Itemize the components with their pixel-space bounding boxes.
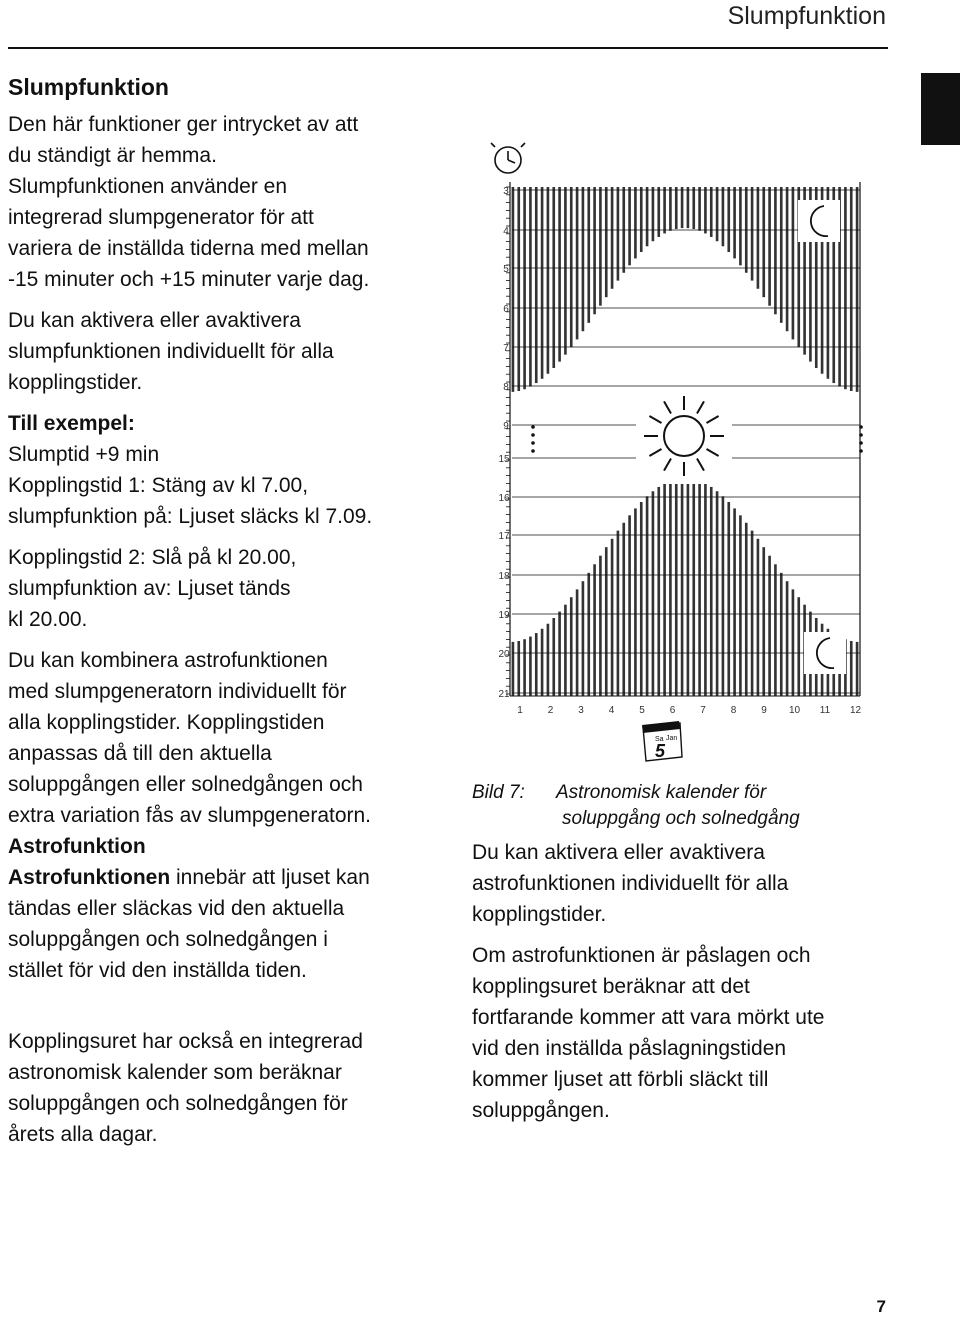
text-line: Om astrofunktionen är påslagen och <box>472 944 811 967</box>
text-line: alla kopplingstider. Kopplingstiden <box>8 711 325 734</box>
sunrise-bar <box>757 187 760 289</box>
sunset-bar <box>517 641 520 696</box>
month-label: 10 <box>788 705 801 716</box>
sunrise-bar <box>657 187 660 237</box>
sunset-bar <box>710 487 713 696</box>
sunset-bar <box>558 612 561 696</box>
text-line: kopplingsuret beräknar att det <box>472 975 750 998</box>
text-line: astronomisk kalender som beräknar <box>8 1061 342 1084</box>
text-line: kopplingstider. <box>472 903 607 926</box>
example-block <box>8 408 448 532</box>
text-line: kommer ljuset att förbli släckt till <box>472 1068 769 1091</box>
hour-label: 18 <box>498 571 510 582</box>
text-line: slumpfunktion av: Ljuset tänds <box>8 577 291 600</box>
calendar-icon <box>642 721 682 761</box>
text-line: Kopplingsuret har också en integrerad <box>8 1030 363 1053</box>
sunset-bar <box>698 481 701 696</box>
text-line: tändas eller släckas vid den aktuella <box>8 897 345 920</box>
text-line: -15 minuter och +15 minuter varje dag. <box>8 268 370 291</box>
text-line: vid den inställda påslagningstiden <box>472 1037 787 1060</box>
sunset-bar <box>850 641 853 696</box>
sunrise-bar <box>564 187 567 355</box>
month-label: 1 <box>517 705 523 716</box>
sunset-bar <box>774 564 777 696</box>
sun-icon <box>636 388 732 484</box>
sunset-bar <box>692 479 695 696</box>
sunset-bar <box>552 618 555 696</box>
sunset-bar <box>780 573 783 696</box>
month-label: 6 <box>669 705 676 716</box>
sunrise-bar <box>640 187 643 252</box>
astro-bold-term: Astrofunktionen <box>8 866 171 889</box>
sunrise-bar <box>512 187 515 392</box>
sunrise-bar <box>634 187 637 258</box>
page-number: 7 <box>876 1297 886 1316</box>
sunrise-bar <box>652 187 655 241</box>
sunset-bar <box>628 515 631 696</box>
text-line: Kopplingstid 1: Stäng av kl 7.00, <box>8 474 309 497</box>
sunset-bar <box>663 483 666 696</box>
sunset-bar <box>640 502 643 696</box>
hour-label: 15 <box>498 454 510 465</box>
calendar-paragraph <box>8 1026 448 1150</box>
sunrise-bar <box>850 187 853 391</box>
text-line: Kopplingstid 2: Slå på kl 20.00, <box>8 546 297 569</box>
month-label: 8 <box>730 705 737 716</box>
astronomical-calendar-figure <box>478 140 890 770</box>
sunrise-bar <box>593 187 596 314</box>
sunrise-bar <box>628 187 631 265</box>
hour-label: 4 <box>503 226 509 237</box>
sunrise-bar <box>733 187 736 258</box>
sunrise-bar <box>762 187 765 297</box>
figure-caption <box>472 780 892 832</box>
sunset-bar <box>646 496 649 696</box>
moon-icon <box>804 632 846 674</box>
sunrise-bar <box>687 187 690 228</box>
sunset-bar <box>547 624 550 696</box>
text-line: soluppgången och solnedgången för <box>8 1092 348 1115</box>
hour-label: 20 <box>498 649 510 660</box>
sunrise-bar <box>529 187 532 387</box>
sunset-bar <box>593 564 596 696</box>
sunset-bar <box>751 531 754 696</box>
sunrise-bar <box>768 187 771 306</box>
sunset-bar <box>570 597 573 696</box>
sunrise-bar <box>611 187 614 289</box>
hour-label: 17 <box>498 531 510 542</box>
sunrise-bar <box>722 187 725 246</box>
text-line: slumpfunktion på: Ljuset släcks kl 7.09. <box>8 505 373 528</box>
sunset-bar <box>762 547 765 696</box>
text-line: Slumptid +9 min <box>8 443 160 466</box>
page-header-title: Slumpfunktion <box>727 2 886 30</box>
month-label: 11 <box>819 705 831 716</box>
sunrise-bar <box>646 187 649 246</box>
sunset-bar <box>687 478 690 696</box>
sunset-bar <box>716 491 719 696</box>
text-line: astrofunktionen individuellt för alla <box>472 872 789 895</box>
sunrise-bar <box>739 187 742 265</box>
sunset-bar <box>669 481 672 696</box>
sunrise-bar <box>692 187 695 229</box>
text-line: Slumpfunktionen använder en <box>8 175 288 198</box>
astro-heading: Astrofunktion <box>8 835 146 858</box>
text-line: soluppgången eller solnedgången och <box>8 773 363 796</box>
calendar-month: Jan <box>666 735 678 742</box>
sunset-bar <box>797 597 800 696</box>
caption-line: soluppgång och solnedgång <box>562 808 800 829</box>
text-line: Den här funktioner ger intrycket av att <box>8 113 359 136</box>
sunset-bar <box>704 483 707 696</box>
sunrise-bar <box>541 187 544 379</box>
sunrise-bar <box>599 187 602 306</box>
astro-block <box>8 831 448 986</box>
sunrise-bar <box>517 187 520 391</box>
text-line: Du kan aktivera eller avaktivera <box>472 841 765 864</box>
month-label: 7 <box>700 705 706 716</box>
sunrise-bar <box>576 187 579 339</box>
sunrise-bar <box>727 187 730 252</box>
text-line: innebär att ljuset kan <box>170 866 370 889</box>
hour-label: 5 <box>503 264 509 275</box>
hour-label: 16 <box>498 493 510 504</box>
text-line: variera de inställda tiderna med mellan <box>8 237 369 260</box>
month-label: 3 <box>578 705 584 716</box>
sunset-bar <box>652 491 655 696</box>
sunset-bar <box>512 642 515 696</box>
header-rule <box>8 47 888 49</box>
month-label: 5 <box>639 705 645 716</box>
sunset-bar <box>727 502 730 696</box>
text-line: anpassas då till den aktuella <box>8 742 272 765</box>
caption-label: Bild 7: <box>472 782 525 803</box>
sunset-bar <box>576 589 579 696</box>
sunrise-bar <box>856 187 859 392</box>
sunrise-bar <box>716 187 719 241</box>
sunset-bar <box>657 487 660 696</box>
sunrise-bar <box>704 187 707 233</box>
hour-label: 3 <box>503 186 509 197</box>
sunrise-bar <box>570 187 573 347</box>
text-line: kl 20.00. <box>8 608 88 631</box>
sunrise-bar <box>663 187 666 233</box>
sunset-bar <box>757 539 760 696</box>
sunrise-bar <box>587 187 590 323</box>
section-tab-marker <box>921 73 960 145</box>
sunset-bar <box>523 639 526 696</box>
astro-activation-paragraph <box>472 837 902 930</box>
sunrise-bar <box>605 187 608 297</box>
sunrise-bar <box>617 187 620 281</box>
sunset-bar <box>856 642 859 696</box>
sunset-bar <box>733 508 736 696</box>
hour-label: 8 <box>503 382 509 393</box>
text-line: integrerad slumpgenerator för att <box>8 206 314 229</box>
moon-icon <box>798 200 840 242</box>
caption-line: Astronomisk kalender för <box>556 782 767 803</box>
example-heading: Till exempel: <box>8 412 135 435</box>
left-column <box>8 72 448 1150</box>
example-block-2 <box>8 542 448 635</box>
text-line: Du kan kombinera astrofunktionen <box>8 649 328 672</box>
sunset-bar <box>622 523 625 696</box>
month-label: 9 <box>761 705 767 716</box>
sunset-bar <box>541 629 544 696</box>
hour-label: 9 <box>503 421 509 432</box>
intro-paragraph <box>8 109 448 295</box>
sunset-bar <box>786 581 789 696</box>
sunrise-bar <box>558 187 561 362</box>
text-line: kopplingstider. <box>8 371 143 394</box>
astro-behavior-paragraph <box>472 940 902 1126</box>
sunset-bar <box>675 479 678 696</box>
sunrise-bar <box>698 187 701 231</box>
sunrise-bar <box>780 187 783 323</box>
calendar-weekday: Sa <box>655 736 664 743</box>
sunset-bar <box>535 633 538 696</box>
section-heading: Slumpfunktion <box>8 74 169 100</box>
sunrise-bar <box>751 187 754 281</box>
month-label: 4 <box>608 705 615 716</box>
sunset-bar <box>722 496 725 696</box>
sunrise-bar <box>547 187 550 374</box>
sunset-bar <box>582 581 585 696</box>
text-line: soluppgången. <box>472 1099 610 1122</box>
sunset-bar <box>768 556 771 696</box>
text-line: slumpfunktionen individuellt för alla <box>8 340 334 363</box>
sunset-bar <box>611 539 614 696</box>
text-line: Du kan aktivera eller avaktivera <box>8 309 301 332</box>
hour-label: 19 <box>498 610 510 621</box>
sunrise-bar <box>774 187 777 314</box>
sunrise-bar <box>535 187 538 383</box>
sunset-bar <box>529 637 532 696</box>
hour-label: 21 <box>498 689 510 700</box>
sunrise-bar <box>675 187 678 229</box>
text-line: extra variation fås av slumpgeneratorn. <box>8 804 372 827</box>
calendar-day: 5 <box>655 741 666 761</box>
text-line: du ständigt är hemma. <box>8 144 217 167</box>
text-line: fortfarande kommer att vara mörkt ute <box>472 1006 825 1029</box>
sunrise-bar <box>786 187 789 331</box>
activation-paragraph <box>8 305 448 398</box>
text-line: årets alla dagar. <box>8 1123 158 1146</box>
text-line: med slumpgeneratorn individuellt för <box>8 680 347 703</box>
sunset-bar <box>739 515 742 696</box>
sunset-bar <box>634 508 637 696</box>
month-label: 12 <box>849 705 862 716</box>
sunrise-bar <box>844 187 847 389</box>
hour-label: 7 <box>503 343 509 354</box>
hour-label: 6 <box>503 304 509 315</box>
month-axis-labels <box>517 705 861 716</box>
sunset-bar <box>792 589 795 696</box>
sunrise-bar <box>681 187 684 228</box>
clock-icon <box>491 143 525 173</box>
sunrise-bar <box>582 187 585 331</box>
sunrise-bar <box>792 187 795 339</box>
right-column <box>472 837 902 1126</box>
sunset-bar <box>681 478 684 696</box>
hour-axis-labels <box>498 186 510 700</box>
combine-paragraph <box>8 645 448 831</box>
sunset-bar <box>564 605 567 696</box>
sunset-bar <box>587 573 590 696</box>
text-line: stället för vid den inställda tiden. <box>8 959 307 982</box>
sunrise-bar <box>552 187 555 368</box>
sunset-bar <box>599 556 602 696</box>
sunset-bar <box>605 547 608 696</box>
sunrise-bar <box>669 187 672 231</box>
month-label: 2 <box>547 705 554 716</box>
sunrise-bar <box>523 187 526 389</box>
sunset-bar <box>745 523 748 696</box>
sunrise-bar <box>710 187 713 237</box>
text-line: soluppgången och solnedgången i <box>8 928 328 951</box>
sunset-bar <box>617 531 620 696</box>
